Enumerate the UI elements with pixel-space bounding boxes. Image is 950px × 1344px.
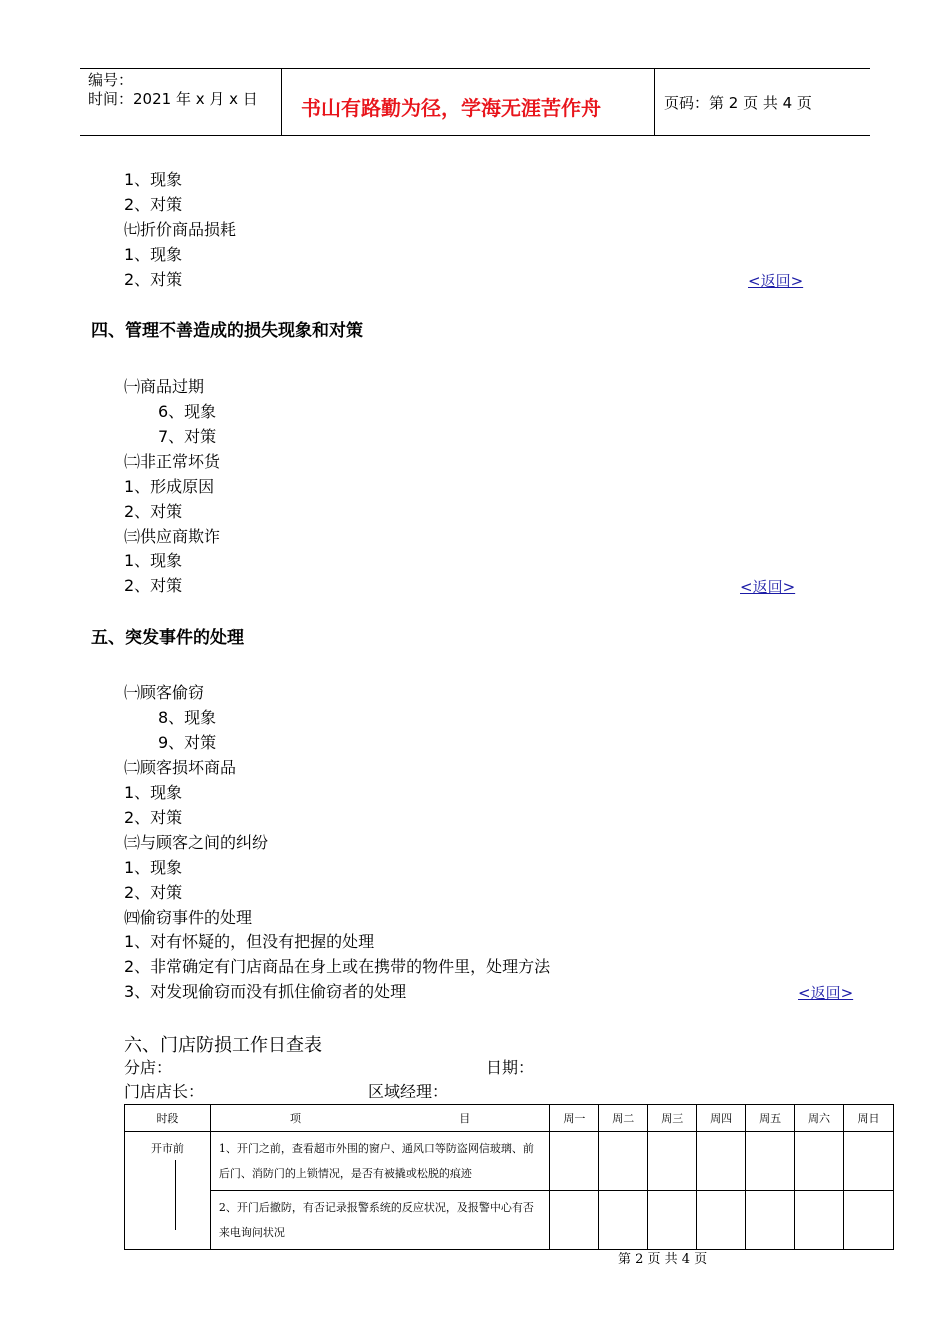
check-cell[interactable]: [648, 1132, 697, 1191]
check-cell[interactable]: [844, 1132, 894, 1191]
list-item: 1、形成原因: [124, 477, 215, 496]
list-item: 2、对策: [124, 883, 183, 902]
check-item: 1、开门之前，查看超市外围的窗户、通风口等防盗网信玻璃、前后门、消防门的上锁情况，是否有被撬或松脱的痕迹: [210, 1132, 550, 1191]
list-item: 1、现象: [124, 551, 183, 570]
col-header-period: 时段: [125, 1105, 211, 1132]
back-link[interactable]: <返回>: [748, 272, 804, 290]
col-header-tue: 周二: [599, 1105, 648, 1132]
list-item: 2、对策: [124, 576, 183, 595]
list-item: ㈠顾客偷窃: [124, 683, 205, 702]
list-item: 9、对策: [158, 733, 217, 752]
table-header-row: [125, 1105, 894, 1132]
check-cell[interactable]: [599, 1191, 648, 1250]
store-manager-label: 门店店长：: [124, 1082, 205, 1101]
header-top-rule: [80, 68, 870, 69]
branch-label: 分店：: [124, 1058, 173, 1077]
check-cell[interactable]: [550, 1191, 599, 1250]
list-item: ㈡顾客损坏商品: [124, 758, 237, 777]
check-cell[interactable]: [844, 1191, 894, 1250]
section-heading: 四、管理不善造成的损失现象和对策: [91, 321, 363, 341]
region-manager-label: 区域经理：: [368, 1082, 449, 1101]
date-label: 日期：: [486, 1058, 535, 1077]
list-item: ㈠商品过期: [124, 377, 205, 396]
section-heading: 五、突发事件的处理: [91, 628, 244, 648]
col-header-item-2: 目: [380, 1105, 550, 1132]
list-item: 8、现象: [158, 708, 217, 727]
check-cell[interactable]: [697, 1191, 746, 1250]
col-header-item: 项: [210, 1105, 380, 1132]
list-item: 2、对策: [124, 502, 183, 521]
col-header-wed: 周三: [648, 1105, 697, 1132]
table-row: [125, 1191, 894, 1250]
list-item: ㈢供应商欺诈: [124, 527, 221, 546]
check-cell[interactable]: [746, 1132, 795, 1191]
section-heading: 六、门店防损工作日查表: [124, 1035, 322, 1056]
page-footer: 第 2 页 共 4 页: [618, 1252, 708, 1267]
header-divider: [654, 68, 655, 136]
check-cell[interactable]: [795, 1132, 844, 1191]
list-item: 2、对策: [124, 808, 183, 827]
check-cell[interactable]: [746, 1191, 795, 1250]
list-item: 1、现象: [124, 783, 183, 802]
table-row: [125, 1132, 894, 1191]
check-cell[interactable]: [599, 1132, 648, 1191]
list-item: 1、现象: [124, 858, 183, 877]
list-item: ㈦折价商品损耗: [124, 220, 237, 239]
check-cell[interactable]: [795, 1191, 844, 1250]
list-item: 7、对策: [158, 427, 217, 446]
check-cell[interactable]: [550, 1132, 599, 1191]
list-item: 1、现象: [124, 245, 183, 264]
doc-time-label: 时间：2021 年 x 月 x 日: [88, 90, 258, 108]
col-header-sat: 周六: [795, 1105, 844, 1132]
list-item: ㈣偷窃事件的处理: [124, 908, 253, 927]
list-item: 3、对发现偷窃而没有抓住偷窃者的处理: [124, 982, 407, 1001]
list-item: 2、对策: [124, 270, 183, 289]
list-item: 2、非常确定有门店商品在身上或在携带的物件里，处理方法: [124, 957, 551, 976]
list-item: 6、现象: [158, 402, 217, 421]
list-item: 2、对策: [124, 195, 183, 214]
col-header-sun: 周日: [844, 1105, 894, 1132]
col-header-thu: 周四: [697, 1105, 746, 1132]
list-item: ㈡非正常坏货: [124, 452, 221, 471]
page-indicator: 页码：第 2 页 共 4 页: [664, 94, 812, 112]
check-item: 2、开门后撤防，有否记录报警系统的反应状况，及报警中心有否来电询问状况: [210, 1191, 550, 1250]
check-cell[interactable]: [697, 1132, 746, 1191]
col-header-mon: 周一: [550, 1105, 599, 1132]
list-item: ㈢与顾客之间的纠纷: [124, 833, 269, 852]
col-header-fri: 周五: [746, 1105, 795, 1132]
period-divider: [175, 1160, 176, 1230]
period-cell: [125, 1132, 211, 1250]
back-link[interactable]: <返回>: [740, 578, 796, 596]
list-item: 1、现象: [124, 170, 183, 189]
header-bottom-rule: [80, 135, 870, 136]
daily-check-table: [124, 1104, 894, 1250]
check-cell[interactable]: [648, 1191, 697, 1250]
period-label: 开市前: [150, 1142, 184, 1155]
doc-number-label: 编号：: [88, 71, 134, 89]
header-motto: 书山有路勤为径，学海无涯苦作舟: [301, 96, 601, 120]
back-link[interactable]: <返回>: [798, 984, 854, 1002]
header-divider: [281, 68, 282, 136]
list-item: 1、对有怀疑的，但没有把握的处理: [124, 932, 375, 951]
